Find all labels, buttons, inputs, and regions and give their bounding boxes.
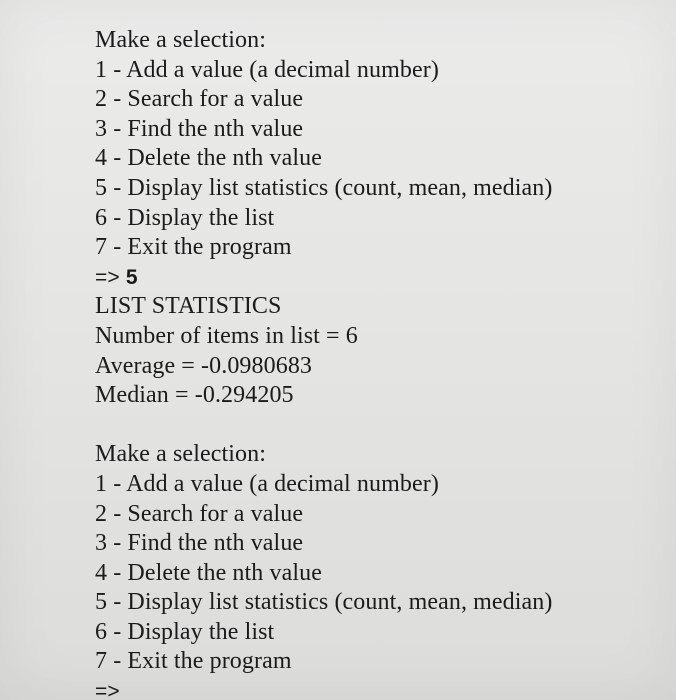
console-output (95, 26, 655, 697)
stats-title: LIST STATISTICS (95, 293, 282, 320)
input-prompt[interactable] (95, 677, 655, 697)
user-input: 5 (125, 265, 138, 289)
prompt-arrow: => (95, 265, 120, 289)
blank-line (95, 411, 655, 441)
menu-item-add: 1 - Add a value (a decimal number) (95, 56, 439, 83)
menu-item-statistics: 5 - Display list statistics (count, mean, median) (95, 174, 553, 201)
menu-item-add: 1 - Add a value (a decimal number) (95, 470, 439, 497)
menu-item-find: 3 - Find the nth value (95, 115, 304, 142)
menu-item-display: 6 - Display the list (95, 618, 275, 645)
menu-item-statistics: 5 - Display list statistics (count, mean, median) (95, 589, 553, 616)
menu-item-delete: 4 - Delete the nth value (95, 145, 322, 172)
menu-item-exit: 7 - Exit the program (95, 648, 292, 675)
menu-item-display: 6 - Display the list (95, 204, 275, 231)
stats-average: Average = -0.0980683 (95, 352, 313, 379)
menu-heading: Make a selection: (95, 441, 266, 468)
stats-count: Number of items in list = 6 (95, 322, 358, 349)
menu-item-search: 2 - Search for a value (95, 500, 304, 527)
menu-item-delete: 4 - Delete the nth value (95, 559, 322, 586)
menu-item-find: 3 - Find the nth value (95, 530, 304, 557)
menu-item-search: 2 - Search for a value (95, 86, 304, 113)
menu-heading: Make a selection: (95, 27, 266, 53)
prompt-arrow: => (95, 680, 120, 698)
stats-median: Median = -0.294205 (95, 382, 294, 409)
menu-item-exit: 7 - Exit the program (95, 234, 292, 261)
input-prompt (95, 263, 655, 293)
